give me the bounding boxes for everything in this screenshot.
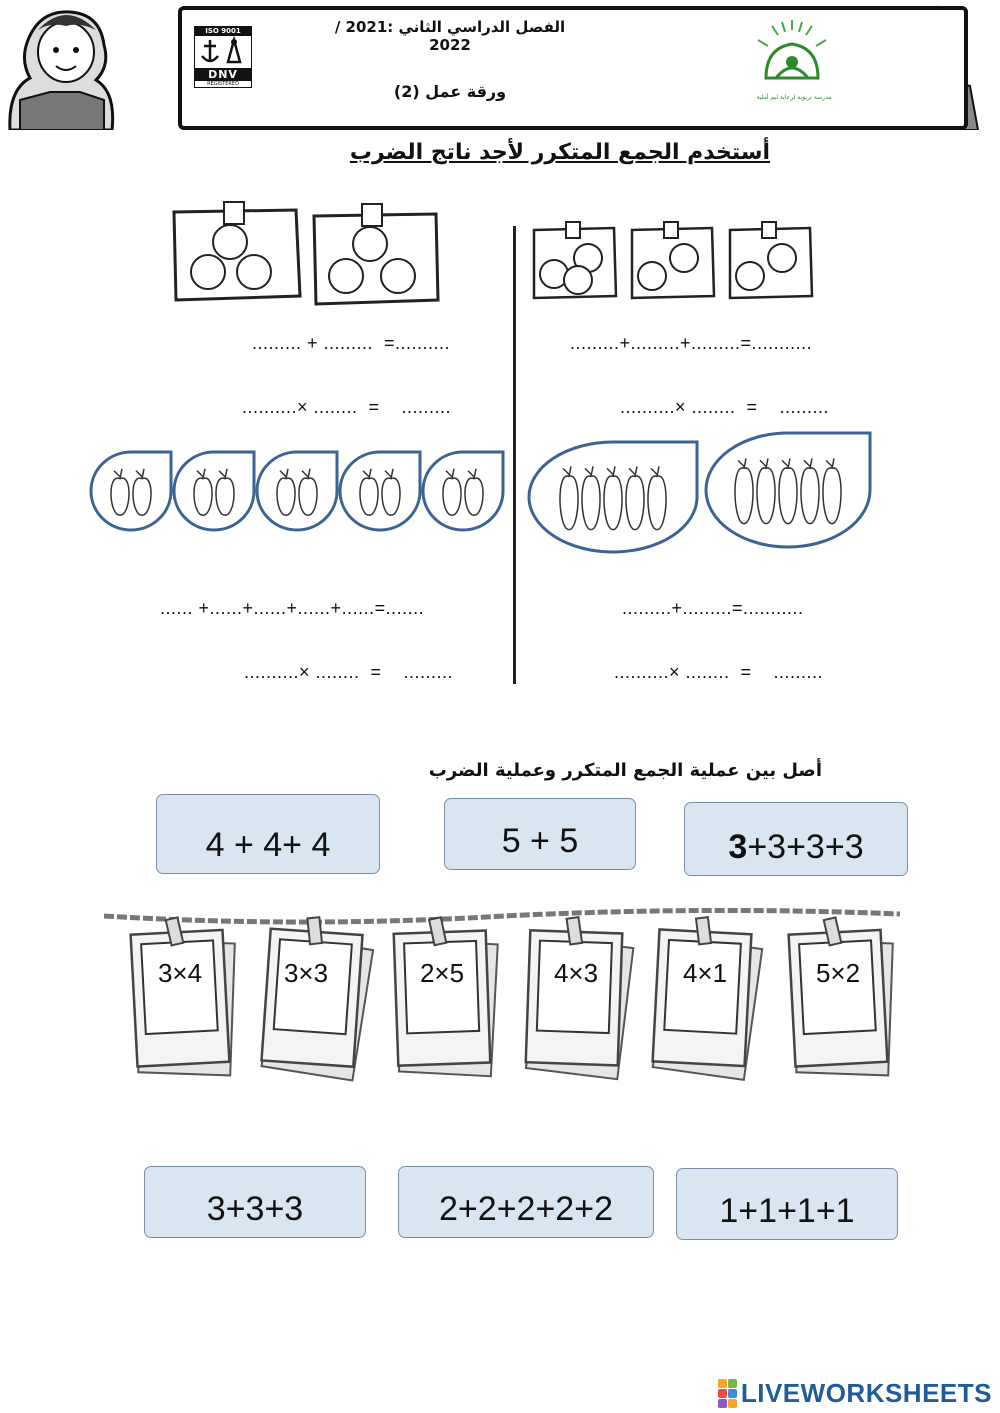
boxes-a-multiplication-blank[interactable]: ..........× ........ = ......... [242,397,452,417]
apple-icon [801,468,819,524]
apple-bubble [174,452,254,530]
apple-icon [299,478,317,515]
bubble-outline [174,452,254,530]
apple-icon [216,478,234,515]
apple-icon [194,478,212,515]
school-logo [752,18,832,98]
multiplication-photo-label[interactable]: 5×2 [815,958,861,988]
photo-frame [261,914,376,1081]
orange-box [534,222,616,298]
section-divider [513,226,516,684]
clothesline-photos-image [104,898,900,1098]
addition-card-3s-four[interactable] [684,802,908,876]
card-text: 1+1+1+1 [719,1192,855,1230]
card-text: 4 + 4+ 4 [205,826,331,864]
boxes-b-multiplication-blank[interactable]: ..........× ........ = ......... [620,397,830,417]
bubble-outline [257,452,337,530]
apple-icon [465,478,483,515]
apple-icon [735,468,753,524]
bubble-outline [340,452,420,530]
apple-icon [277,478,295,515]
card-text: +3+3+3 [747,828,864,866]
apple-icon [133,478,151,515]
photo-frame [525,915,634,1079]
addition-card-3s-three[interactable] [144,1166,366,1238]
registered-label: REGISTERED [207,81,239,87]
section1-title-text: أستخدم الجمع المتكرر لأجد ناتج الضرب [349,140,770,165]
apple-bubbles-group-a [88,448,508,534]
apples-a-addition-blank[interactable]: ...... +......+......+......+......=....... [160,598,425,618]
photo-frame [393,915,502,1079]
apple-icon [111,478,129,515]
apple-bubble [706,433,870,547]
multiplication-photo-label[interactable]: 4×1 [682,958,728,988]
school-caption: مدرسة تربوية لرعاية ليم أملية [756,94,832,101]
apples-a-multiplication-blank[interactable]: ..........× ........ = ......... [244,662,454,682]
apple-bubbles-group-b [526,430,876,556]
addition-card-2s[interactable] [398,1166,654,1238]
iso-certification-logo [194,26,252,88]
apples-b-addition-blank[interactable]: .........+.........=........... [622,598,804,618]
photo-frame [788,914,900,1080]
apple-icon [360,478,378,515]
addition-card-1s[interactable] [676,1168,898,1240]
apple-bubble [529,442,697,552]
header-frame [178,6,968,130]
semester-line: الفصل الدراسي الثاني :2021 / 2022 [334,18,566,54]
card-text: 2+2+2+2+2 [439,1190,613,1228]
apple-icon [604,476,622,530]
card-text-bold: 3 [728,828,748,866]
liveworksheets-brand [718,1378,992,1409]
multiplication-photo-label[interactable]: 3×3 [283,958,329,988]
multiplication-photo-label[interactable]: 4×3 [553,958,599,988]
apple-icon [582,476,600,530]
liveworksheets-text: LIVEWORKSHEETS [740,1378,992,1408]
addition-card-5s[interactable] [444,798,636,870]
multiplication-photo-label[interactable]: 2×5 [419,958,465,988]
liveworksheets-logo-icon [718,1379,737,1408]
orange-boxes-group-b [528,220,818,302]
apple-bubble [423,452,503,530]
addition-card-4s[interactable] [156,794,380,874]
bubble-outline [423,452,503,530]
orange-box [174,202,300,300]
section2-title: أصل بين عملية الجمع المتكرر وعملية الضرب [428,760,822,781]
apple-bubble [257,452,337,530]
orange-box [730,222,812,298]
section1-title [350,140,770,165]
dnv-label: DNV [195,68,251,81]
apple-icon [382,478,400,515]
photo-frame [130,914,242,1080]
apple-bubble [91,452,171,530]
worksheet-line: ورقة عمل (2) [393,82,507,101]
apple-icon [560,476,578,530]
anchor-icon [196,36,250,66]
apple-icon [823,468,841,524]
bubble-outline [91,452,171,530]
iso-label: ISO 9001 [195,27,251,36]
girl-cartoon-image [0,0,120,130]
photo-frame [652,915,764,1081]
apple-icon [626,476,644,530]
orange-box [314,204,438,304]
apple-icon [443,478,461,515]
boxes-b-addition-blank[interactable]: .........+.........+.........=........... [570,333,813,353]
apples-b-multiplication-blank[interactable]: ..........× ........ = ......... [614,662,824,682]
apple-icon [779,468,797,524]
orange-boxes-group-a [168,200,448,310]
apple-bubble [340,452,420,530]
card-text: 5 + 5 [501,822,579,860]
multiplication-photo-label[interactable]: 3×4 [157,958,203,988]
apple-icon [648,476,666,530]
orange-box [632,222,714,298]
apple-icon [757,468,775,524]
card-text: 3+3+3 [206,1190,304,1228]
boxes-a-addition-blank[interactable]: ......... + ......... =.......... [252,333,451,353]
